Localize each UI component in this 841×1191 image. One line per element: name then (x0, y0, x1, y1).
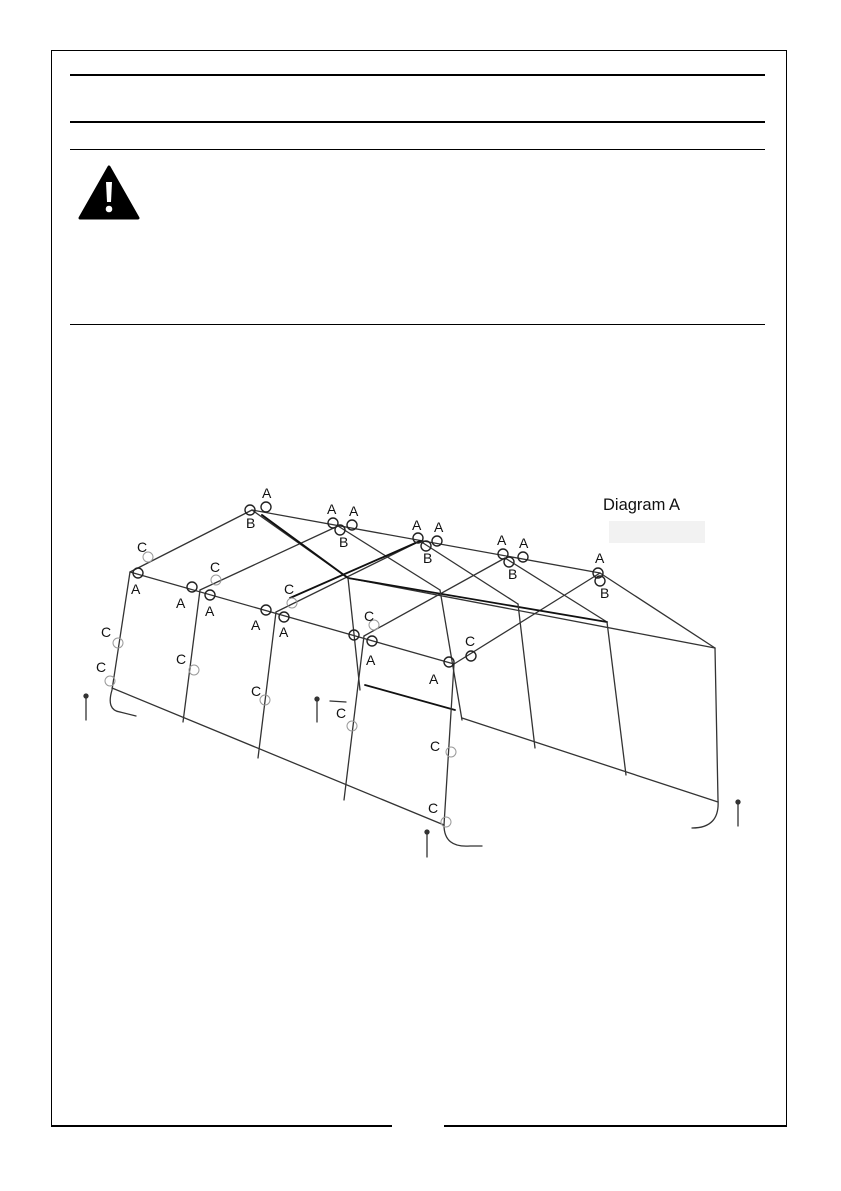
svg-text:B: B (339, 534, 349, 550)
svg-text:C: C (251, 683, 262, 699)
back-rafter-4 (505, 558, 610, 622)
svg-text:A: A (434, 519, 444, 535)
svg-text:C: C (336, 705, 347, 721)
diagram-title: Diagram A (603, 496, 681, 514)
back-base-rail (462, 718, 718, 802)
label-b: B (246, 515, 256, 531)
svg-text:C: C (176, 651, 187, 667)
svg-text:A: A (412, 517, 422, 533)
svg-text:B: B (600, 585, 610, 601)
front-leg-4 (344, 636, 364, 800)
svg-text:A: A (497, 532, 507, 548)
svg-text:A: A (595, 550, 605, 566)
svg-text:A: A (205, 603, 215, 619)
svg-text:A: A (366, 652, 376, 668)
svg-text:A: A (519, 535, 529, 551)
svg-text:B: B (508, 566, 518, 582)
svg-text:C: C (101, 624, 112, 640)
svg-text:C: C (210, 559, 221, 575)
label-a: A (262, 485, 272, 501)
svg-text:A: A (176, 595, 186, 611)
front-base-rail (112, 688, 444, 825)
rafter-1 (130, 510, 252, 572)
svg-text:C: C (284, 581, 295, 597)
svg-text:B: B (423, 550, 433, 566)
rafter-5 (454, 573, 600, 664)
svg-text:A: A (131, 581, 141, 597)
svg-text:C: C (428, 800, 439, 816)
svg-text:C: C (430, 738, 441, 754)
page-number-gap (392, 1119, 444, 1131)
svg-text:C: C (465, 633, 476, 649)
label-c: C (137, 539, 148, 555)
svg-text:A: A (429, 671, 439, 687)
svg-text:A: A (251, 617, 261, 633)
svg-text:C: C (96, 659, 107, 675)
svg-text:C: C (364, 608, 375, 624)
back-eave-rail (348, 578, 715, 648)
svg-text:A: A (279, 624, 289, 640)
rafter-4 (364, 558, 505, 636)
rafter-3 (276, 541, 420, 612)
svg-text:A: A (327, 501, 337, 517)
svg-text:A: A (349, 503, 359, 519)
